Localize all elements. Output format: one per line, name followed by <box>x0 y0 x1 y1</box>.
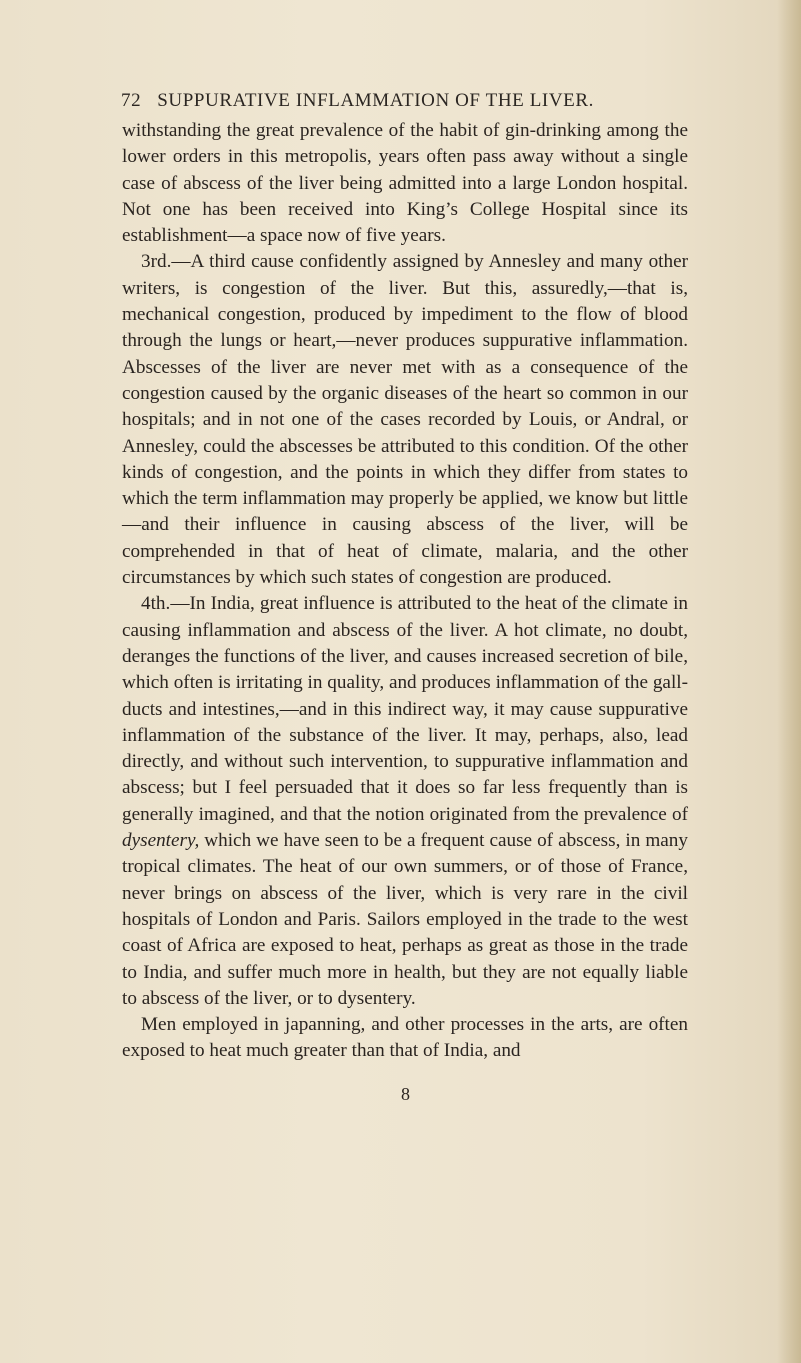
signature-mark: 8 <box>401 1084 410 1104</box>
page-number: 72 <box>121 90 142 111</box>
body-text <box>122 118 688 1065</box>
paragraph-japanning: Men employed in japanning, and other processes in the arts, are often exposed to heat much greater than that of India, and <box>122 1014 688 1062</box>
paragraph-fourth-cause: 4th.—In India, great influence is attributed to the heat of the climate in causing inflammation and abscess of the liver. A hot climate, no doubt, deranges the functions of the liver, and causes increased secretion of bile, which often is irritating in quality, and produces inflammation of the gall-ducts and intestines,—and in this indirect way, it may cause suppurative inflammation of the substance of the liver. It may, perhaps, also, lead directly, and without such intervention, to suppurative inflammation and abscess; but I feel persuaded that it does so far less frequently than is generally imagined, and that the notion originated from the prevalence of dysentery, which we have seen to be a frequent cause of abscess, in many tropical climates. The heat of our own summers, or of those of France, never brings on abscess of the liver, which is very rare in the civil hospitals of London and Paris. Sailors employed in the trade to the west coast of Africa are exposed to heat, perhaps as great as those in the trade to India, and suffer much more in health, but they are not equally liable to abscess of the liver, or to dysentery. <box>122 593 688 1009</box>
running-header <box>121 90 721 112</box>
running-title: SUPPURATIVE INFLAMMATION OF THE LIVER. <box>157 90 594 111</box>
paragraph-continuation: withstanding the great prevalence of the habit of gin-drinking among the lower orders in this metropolis, years often pass away without a single case of abscess of the liver being admitted into a large London hospital. Not one has been received into King’s College Hospital since its establishment—a space now of five years. <box>122 120 688 247</box>
page-edge-shadow <box>777 0 801 1363</box>
paragraph-third-cause: 3rd.—A third cause confidently assigned by Annesley and many other writers, is congestion of the liver. But this, assuredly,—that is, mechanical congestion, produced by impediment to the flow of blood through the lungs or heart,—never produces suppurative inflammation. Abscesses of the liver are never met with as a consequence of the congestion caused by the organic diseases of the heart so common in our hospitals; and in not one of the cases recorded by Louis, or Andral, or Annesley, could the abscesses be attributed to this condition. Of the other kinds of congestion, and the points in which they differ from states to which the term inflammation may properly be applied, we know but little—and their influence in causing abscess of the liver, will be comprehended in that of heat of climate, malaria, and the other circumstances by which such states of congestion are produced. <box>122 251 688 589</box>
italic-term: dysentery, <box>122 830 200 852</box>
